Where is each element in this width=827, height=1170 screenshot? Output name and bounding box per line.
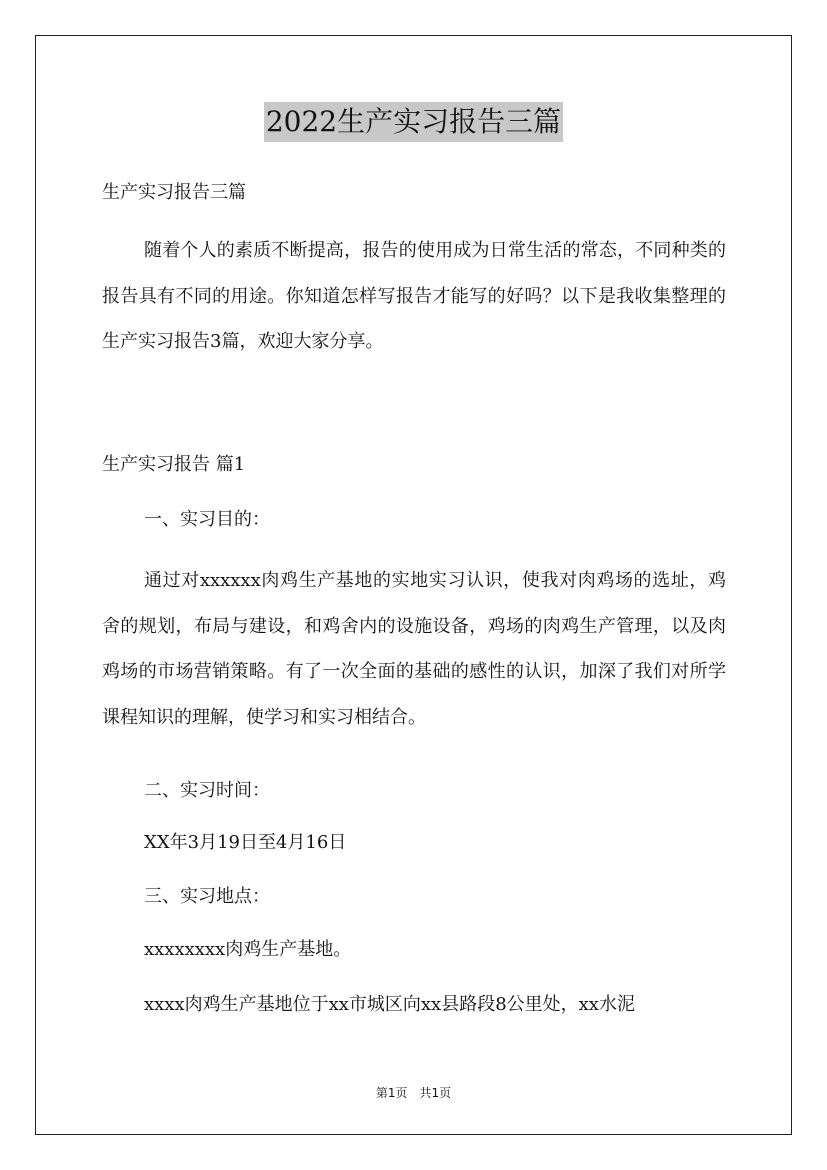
section-heading: 生产实习报告 篇1: [102, 454, 246, 475]
time-heading: 二、实习时间：: [144, 780, 270, 801]
place-text: xxxxxxxx肉鸡生产基地。: [144, 939, 352, 960]
purpose-heading: 一、实习目的：: [144, 509, 270, 530]
purpose-paragraph: 通过对xxxxxx肉鸡生产基地的实地实习认识，使我对肉鸡场的选址，鸡舍的规划，布局与建设，和鸡舍内的设施设备，鸡场的肉鸡生产管理，以及肉鸡场的市场营销策略。有了一次全面的基础的感性的认识，加深了我们对所学课程知识的理解，使学习和实习相结合。: [102, 570, 726, 728]
page-footer: 第1页 共1页: [375, 1086, 452, 1100]
place-heading: 三、实习地点：: [144, 886, 270, 907]
document-title: 2022生产实习报告三篇: [264, 102, 563, 142]
time-text: XX年3月19日至4月16日: [144, 832, 347, 853]
title-wrap: [0, 102, 827, 142]
intro-paragraph: 随着个人的素质不断提高，报告的使用成为日常生活的常态，不同种类的报告具有不同的用途。你知道怎样写报告才能写的好吗？以下是我收集整理的生产实习报告3篇，欢迎大家分享。: [102, 240, 726, 352]
document-subtitle: 生产实习报告三篇: [102, 182, 246, 203]
location-text: xxxx肉鸡生产基地位于xx市城区向xx县路段8公里处，xx水泥: [144, 994, 635, 1015]
